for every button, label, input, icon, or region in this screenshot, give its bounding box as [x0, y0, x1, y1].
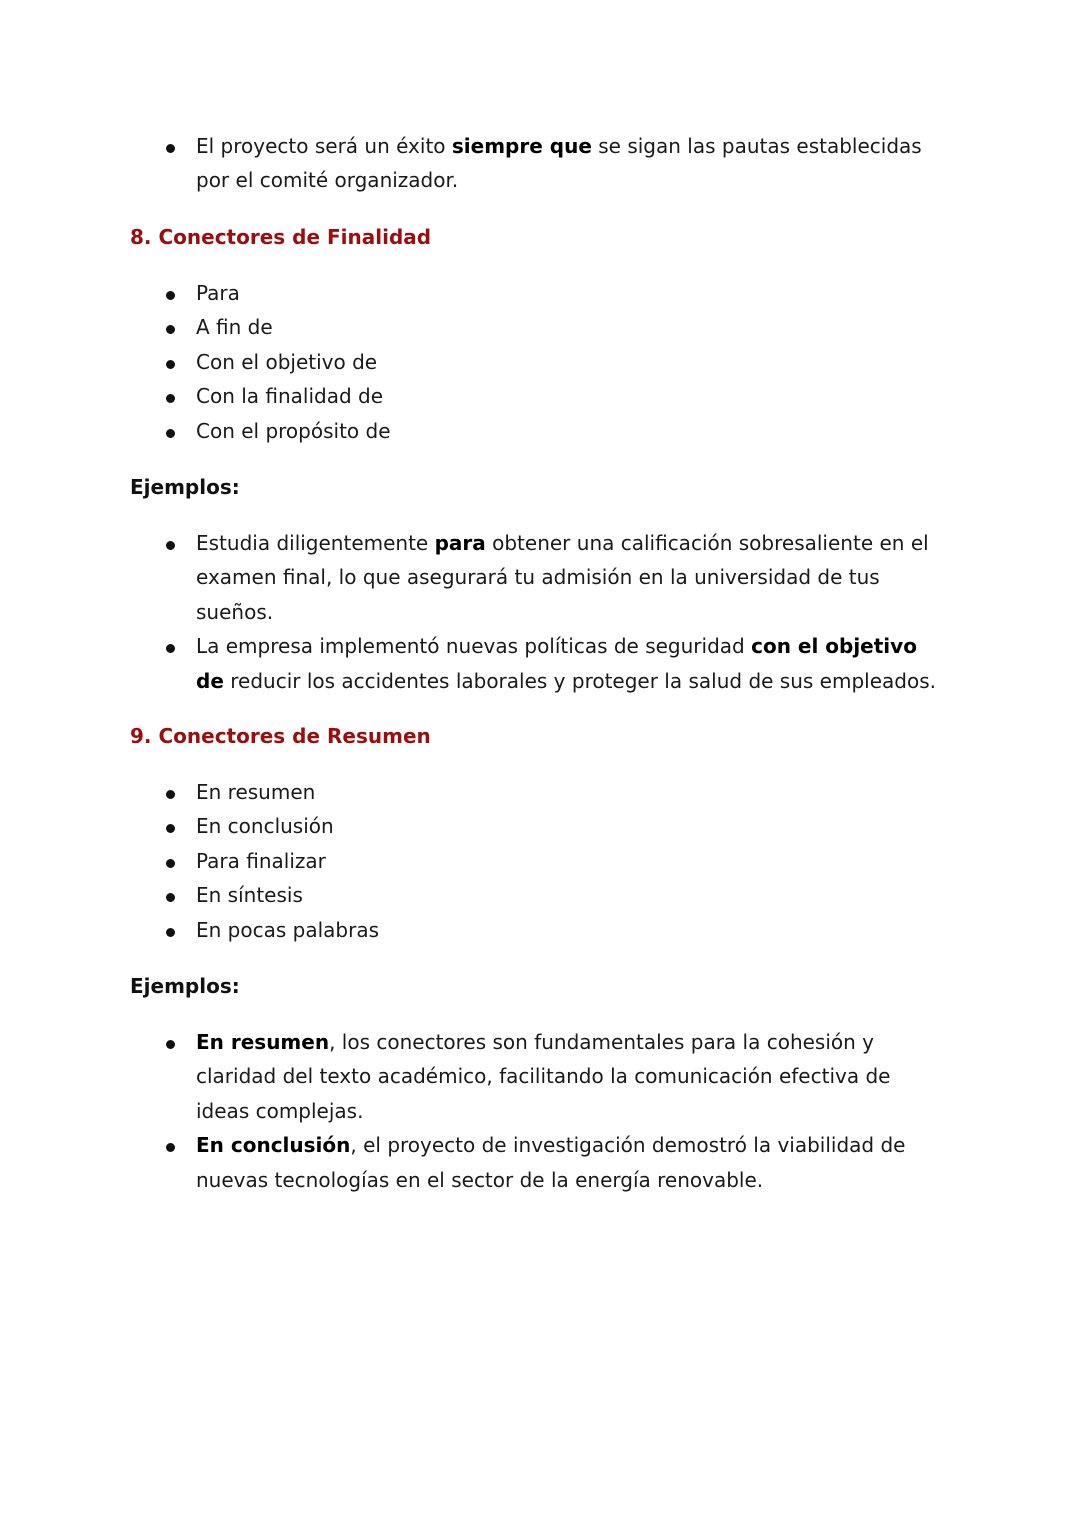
bullet-icon [166, 394, 175, 403]
bullet-icon [166, 541, 175, 550]
top-example-list [0, 129, 1080, 198]
list-item: El proyecto será un éxito siempre que se sigan las pautas establecidas por el comité organizador. [0, 129, 1080, 198]
resumen-examples-block [0, 1025, 1080, 1197]
list-item: Para finalizar [0, 844, 1080, 878]
finalidad-examples-list [0, 526, 1080, 698]
list-item: En pocas palabras [0, 913, 1080, 947]
resumen-connector-list [0, 775, 1080, 947]
list-item: Para [0, 276, 1080, 310]
list-item: A fin de [0, 310, 1080, 344]
bullet-icon [166, 325, 175, 334]
bullet-icon [166, 429, 175, 438]
connector-highlight: para [434, 531, 486, 555]
finalidad-connector-list [0, 276, 1080, 448]
list-item: Estudia diligentemente para obtener una calificación sobresaliente en el examen final, lo que asegurará tu admisión en la universidad de tus sueños. [0, 526, 1080, 629]
list-item: En conclusión, el proyecto de investigación demostró la viabilidad de nuevas tecnologías en el sector de la energía renovable. [0, 1128, 1080, 1197]
bullet-icon [166, 790, 175, 799]
connector-highlight: En resumen [196, 1030, 330, 1054]
list-item: Con el objetivo de [0, 345, 1080, 379]
section-title-resumen: 9. Conectores de Resumen [130, 724, 431, 748]
bullet-icon [166, 360, 175, 369]
list-item: En conclusión [0, 809, 1080, 843]
bullet-icon [166, 859, 175, 868]
bullet-icon [166, 291, 175, 300]
bullet-icon [166, 1143, 175, 1152]
bullet-icon [166, 1040, 175, 1049]
bullet-icon [166, 144, 175, 153]
bullet-icon [166, 928, 175, 937]
list-item: Con la finalidad de [0, 379, 1080, 413]
bullet-icon [166, 824, 175, 833]
list-item: La empresa implementó nuevas políticas de seguridad con el objetivo de reducir los accidentes laborales y proteger la salud de sus empleados. [0, 629, 1080, 698]
bullet-icon [166, 644, 175, 653]
examples-heading: Ejemplos: [130, 974, 240, 998]
finalidad-examples-block [0, 526, 1080, 698]
bullet-icon [166, 893, 175, 902]
examples-heading: Ejemplos: [130, 475, 240, 499]
list-item: En resumen [0, 775, 1080, 809]
resumen-examples-list [0, 1025, 1080, 1197]
list-item: En resumen, los conectores son fundamentales para la cohesión y claridad del texto académico, facilitando la comunicación efectiva de ideas complejas. [0, 1025, 1080, 1128]
connector-highlight: siempre que [451, 134, 592, 158]
top-example-block [0, 129, 1080, 198]
list-item: Con el propósito de [0, 414, 1080, 448]
finalidad-connector-block [0, 276, 1080, 448]
connector-highlight: En conclusión [196, 1133, 351, 1158]
list-item: En síntesis [0, 878, 1080, 912]
section-title-finalidad: 8. Conectores de Finalidad [130, 225, 432, 249]
resumen-connector-block [0, 775, 1080, 947]
connector-highlight: con el objetivo de [196, 634, 917, 693]
